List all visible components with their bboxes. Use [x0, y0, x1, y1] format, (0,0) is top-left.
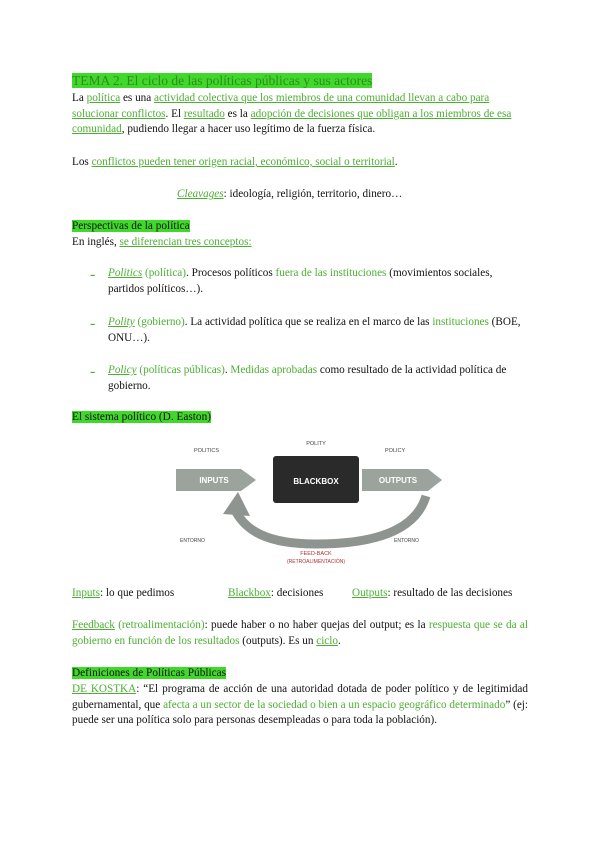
- section-heading-perspectivas: Perspectivas de la política: [72, 220, 190, 232]
- perspectivas-lead: En inglés, se diferencian tres conceptos:: [72, 236, 252, 248]
- page-title: TEMA 2. El ciclo de las políticas públicas y sus actores: [72, 73, 373, 88]
- definition-kostka: DE KOSTKA: “El programa de acción de una autoridad dotada de poder político y de legitimidad gubernamental, que afecta a un sector de la sociedad o bien a un espacio geográfico determinado” (ej: puede ser una política solo para personas desempleadas o para toda la población).: [72, 683, 529, 726]
- label-feedback: FEED-BACK: [300, 551, 332, 557]
- section-heading-definiciones: Definiciones de Políticas Públicas: [72, 667, 227, 679]
- inputs-label: INPUTS: [199, 476, 229, 485]
- easton-system-diagram: [176, 432, 456, 572]
- intro-paragraph: La política es una actividad colectiva que los miembros de una comunidad llevan a cabo para solucionar conflictos. El resultado es la adopción de decisiones que obligan a los miembros de esa comunidad, pudiendo llegar a hacer uso legítimo de la fuerza física.: [72, 92, 512, 135]
- list-item-polity: - Polity (gobierno). La actividad política que se realiza en el marco de las instituciones (BOE, ONU…).: [90, 315, 521, 344]
- outputs-label: OUTPUTS: [378, 476, 418, 485]
- blackbox-label: BLACKBOX: [293, 477, 339, 486]
- label-policy: POLICY: [385, 448, 406, 454]
- label-entorno-right: ENTORNO: [394, 538, 419, 544]
- feedback-arrow: [236, 496, 426, 544]
- section-heading-sistema: El sistema político (D. Easton): [72, 411, 211, 423]
- conflicts-paragraph: Los conflictos pueden tener origen racial, económico, social o territorial.: [72, 156, 398, 168]
- label-retroalimentacion: (RETROALIMENTACIÓN): [287, 559, 345, 565]
- label-entorno-left: ENTORNO: [180, 538, 205, 544]
- cleavages-line: Cleavages: ideología, religión, territorio, dinero…: [177, 188, 403, 200]
- feedback-arrowhead: [223, 492, 250, 516]
- list-item-policy: - Policy (políticas públicas). Medidas aprobadas como resultado de la actividad política de gobierno.: [90, 363, 507, 392]
- feedback-paragraph: Feedback (retroalimentación): puede haber o no haber quejas del output; es la respuesta que se da al gobierno en función de los resultados (outputs). Es un ciclo.: [72, 619, 528, 647]
- label-politics: POLITICS: [194, 448, 220, 454]
- list-item-politics: - Politics (política). Procesos políticos fuera de las instituciones (movimientos sociales, partidos políticos…).: [90, 266, 493, 295]
- label-polity: POLITY: [306, 441, 326, 447]
